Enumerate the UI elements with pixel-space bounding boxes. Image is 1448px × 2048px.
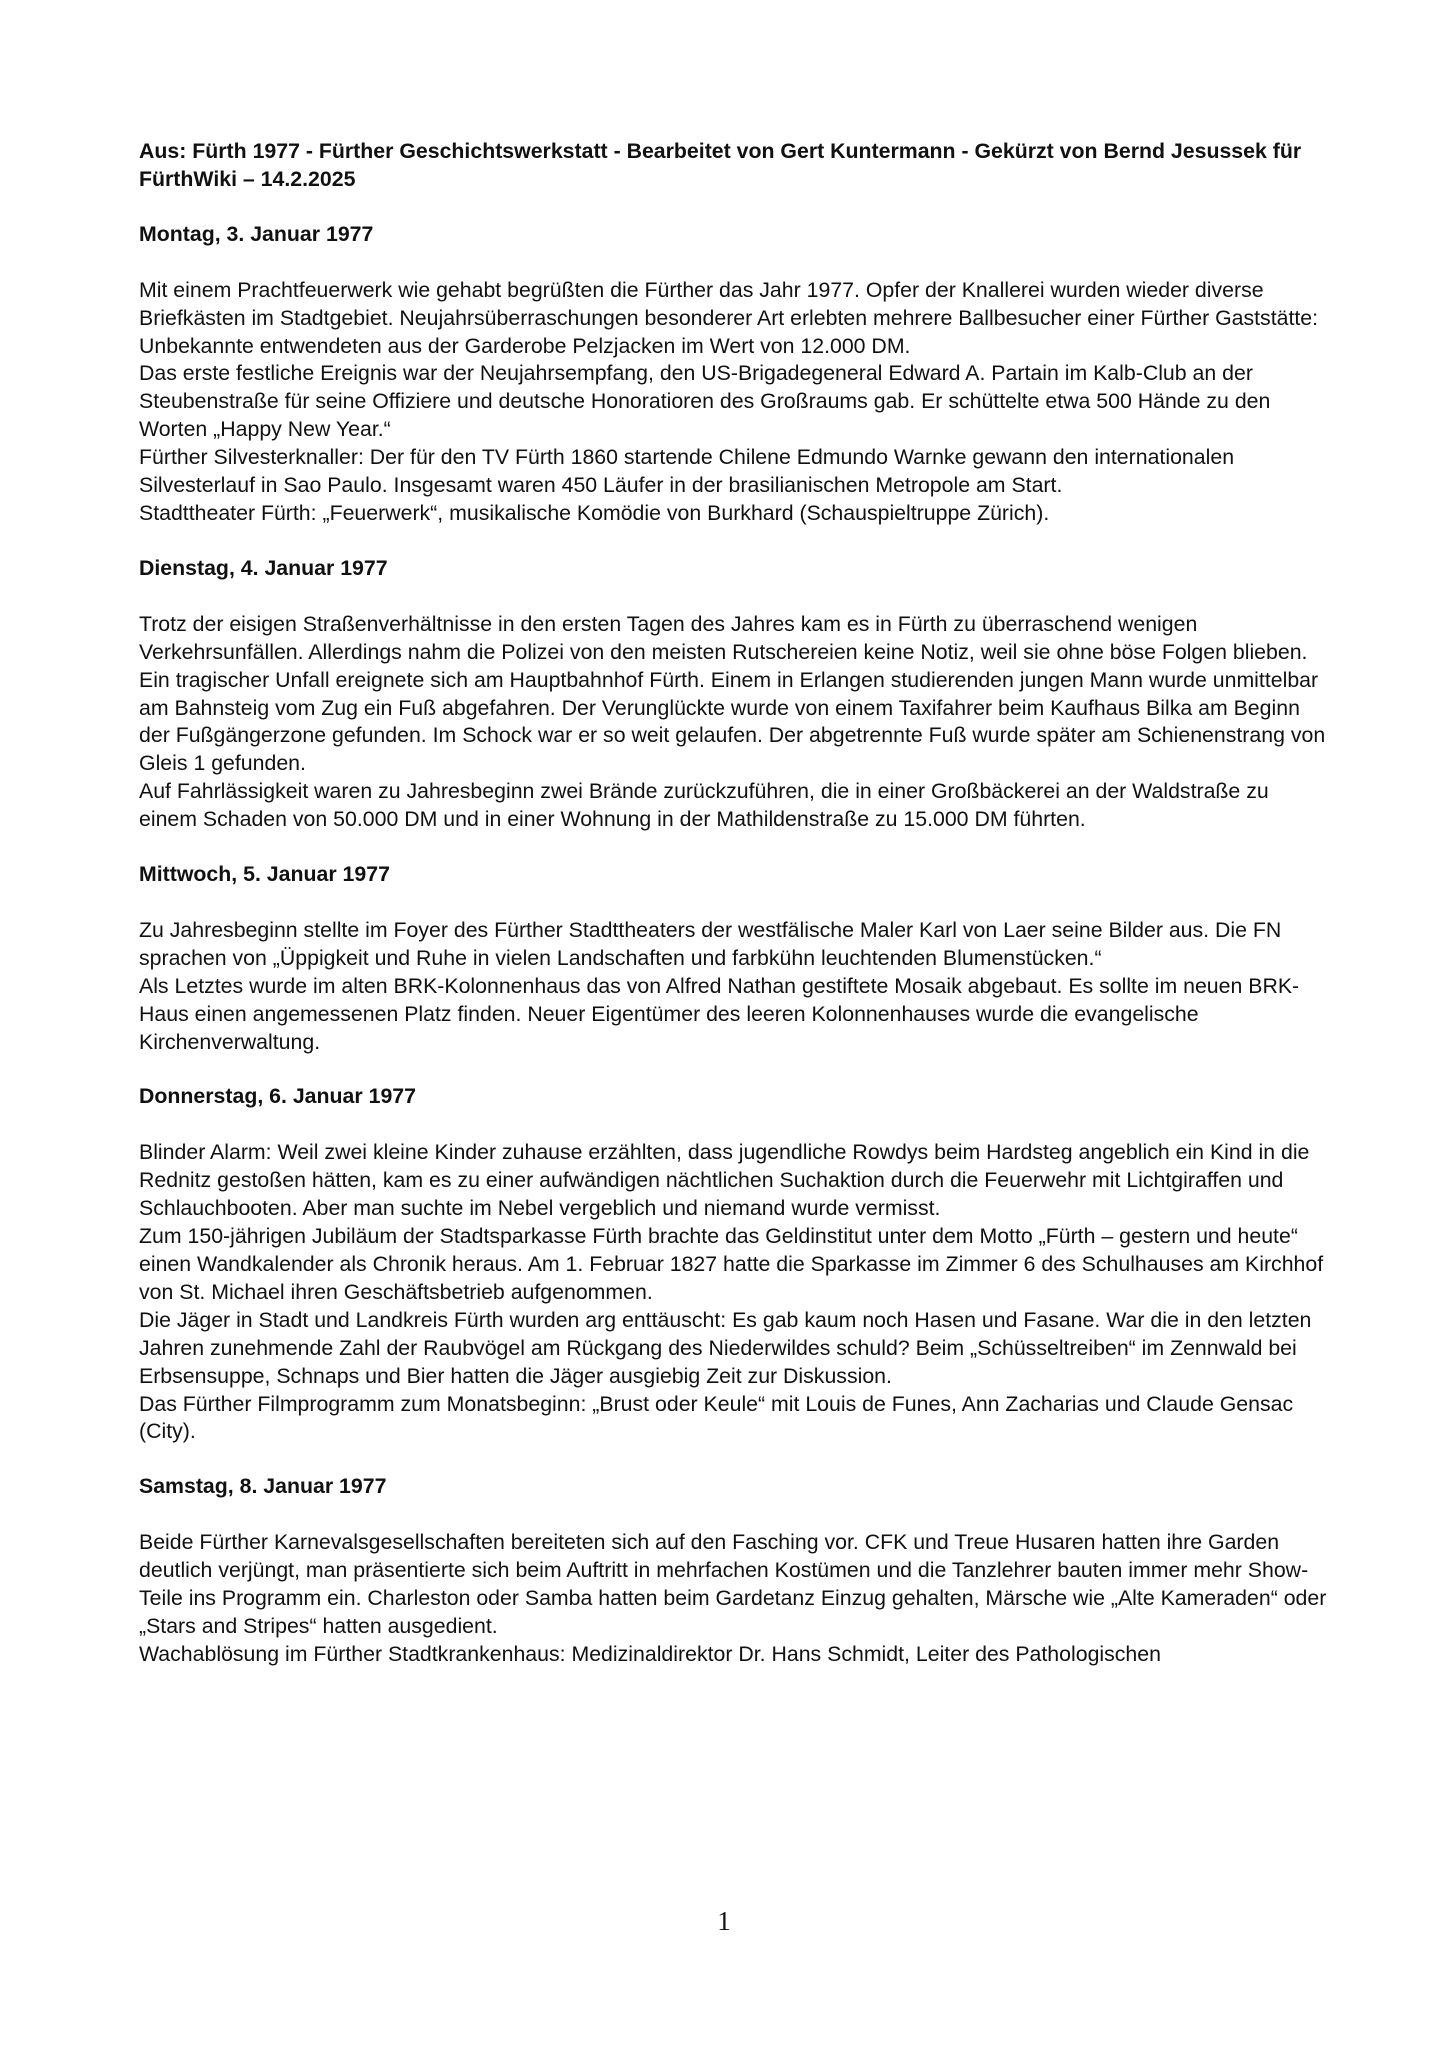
page-number: 1 bbox=[717, 1906, 731, 1936]
document-body bbox=[139, 138, 1329, 1669]
document-header: Aus: Fürth 1977 - Fürther Geschichtswerkstatt - Bearbeitet von Gert Kuntermann - Gekürzt von Bernd Jesussek für FürthWiki – 14.2.2025 bbox=[139, 139, 1302, 191]
paragraph: Stadttheater Fürth: „Feuerwerk“, musikalische Komödie von Burkhard (Schauspieltruppe Zürich). bbox=[139, 500, 1050, 525]
day-entries bbox=[139, 277, 1329, 528]
paragraph: Das Fürther Filmprogramm zum Monatsbeginn: „Brust oder Keule“ mit Louis de Funes, Ann Zacharias und Claude Gensac (City). bbox=[139, 1391, 1294, 1444]
day-entries bbox=[139, 611, 1329, 834]
paragraph: Blinder Alarm: Weil zwei kleine Kinder zuhause erzählten, dass jugendliche Rowdys beim Hardsteg angeblich ein Kind in die Rednitz gestoßen hätten, kam es zu einer aufwändigen nächtlichen Suchaktion durch die Feuerwehr mit Lichtgiraffen und Schlauchbooten. Aber man suchte im Nebel vergeblich und niemand wurde vermisst. bbox=[139, 1140, 1310, 1221]
paragraph: Wachablösung im Fürther Stadtkrankenhaus: Medizinaldirektor Dr. Hans Schmidt, Leiter des Pathologischen bbox=[139, 1641, 1161, 1666]
paragraph: Als Letztes wurde im alten BRK-Kolonnenhaus das von Alfred Nathan gestiftete Mosaik abgebaut. Es sollte im neuen BRK-Haus einen angemessenen Platz finden. Neuer Eigentümer des leeren Kolonnenhauses wurde die evangelische Kirchenverwaltung. bbox=[139, 973, 1300, 1054]
paragraph: Mit einem Prachtfeuerwerk wie gehabt begrüßten die Fürther das Jahr 1977. Opfer der Knallerei wurden wieder diverse Briefkästen im Stadtgebiet. Neujahrsüberraschungen besonderer Art erlebten mehrere Ballbesucher einer Fürther Gaststätte: Unbekannte entwendeten aus der Garderobe Pelzjacken im Wert von 12.000 DM. bbox=[139, 277, 1319, 358]
paragraph: Zum 150-jährigen Jubiläum der Stadtsparkasse Fürth brachte das Geldinstitut unter dem Motto „Fürth – gestern und heute“ einen Wandkalender als Chronik heraus. Am 1. Februar 1827 hatte die Sparkasse im Zimmer 6 des Schulhauses am Kirchhof von St. Michael ihren Geschäftsbetrieb aufgenommen. bbox=[139, 1224, 1324, 1304]
paragraph: Beide Fürther Karnevalsgesellschaften bereiteten sich auf den Fasching vor. CFK und Treue Husaren hatten ihre Garden deutlich verjüngt, man präsentierte sich beim Auftritt in mehrfachen Kostümen und die Tanzlehrer bauten immer mehr Show-Teile ins Programm ein. Charleston oder Samba hatten beim Gardetanz Einzug gehalten, Märsche wie „Alte Kameraden“ oder „Stars and Stripes“ hatten ausgedient. bbox=[139, 1530, 1327, 1638]
day-heading: Donnerstag, 6. Januar 1977 bbox=[139, 1084, 416, 1109]
paragraph: Zu Jahresbeginn stellte im Foyer des Fürther Stadttheaters der westfälische Maler Karl von Laer seine Bilder aus. Die FN sprachen von „Üppigkeit und Ruhe in vielen Landschaften und farbkühn leuchtenden Blumenstücken.“ bbox=[139, 917, 1282, 970]
paragraph: Auf Fahrlässigkeit waren zu Jahresbeginn zwei Brände zurückzuführen, die in einer Großbäckerei an der Waldstraße zu einem Schaden von 50.000 DM und in einer Wohnung in der Mathildenstraße zu 15.000 DM führten. bbox=[139, 779, 1269, 832]
paragraph: Die Jäger in Stadt und Landkreis Fürth wurden arg enttäuscht: Es gab kaum noch Hasen und Fasane. War die in den letzten Jahren zunehmende Zahl der Raubvögel am Rückgang des Niederwildes schuld? Beim „Schüsseltreiben“ im Zennwald bei Erbsensuppe, Schnaps und Bier hatten die Jäger ausgiebig Zeit zur Diskussion. bbox=[139, 1307, 1312, 1388]
paragraph: Fürther Silvesterknaller: Der für den TV Fürth 1860 startende Chilene Edmundo Warnke gewann den internationalen Silvesterlauf in Sao Paulo. Insgesamt waren 450 Läufer in der brasilianischen Metropole am Start. bbox=[139, 445, 1235, 498]
day-entries bbox=[139, 1529, 1329, 1669]
day-entries bbox=[139, 917, 1329, 1057]
day-heading: Samstag, 8. Januar 1977 bbox=[139, 1474, 387, 1499]
paragraph: Ein tragischer Unfall ereignete sich am Hauptbahnhof Fürth. Einem in Erlangen studierenden jungen Mann wurde unmittelbar am Bahnsteig vom Zug ein Fuß abgefahren. Der Verunglückte wurde von einem Taxifahrer beim Kaufhaus Bilka am Beginn der Fußgängerzone gefunden. Im Schock war er so weit gelaufen. Der abgetrennte Fuß wurde später am Schienenstrang von Gleis 1 gefunden. bbox=[139, 667, 1326, 776]
day-heading: Mittwoch, 5. Januar 1977 bbox=[139, 862, 390, 887]
day-heading: Montag, 3. Januar 1977 bbox=[139, 221, 374, 246]
day-heading: Dienstag, 4. Januar 1977 bbox=[139, 555, 388, 580]
paragraph: Das erste festliche Ereignis war der Neujahrsempfang, den US-Brigadegeneral Edward A. Partain im Kalb-Club an der Steubenstraße für seine Offiziere und deutsche Honoratioren des Großraums gab. Er schüttelte etwa 500 Hände zu den Worten „Happy New Year.“ bbox=[139, 361, 1271, 442]
day-entries bbox=[139, 1139, 1329, 1446]
paragraph: Trotz der eisigen Straßenverhältnisse in den ersten Tagen des Jahres kam es in Fürth zu überraschend wenigen Verkehrsunfällen. Allerdings nahm die Polizei von den meisten Rutschereien keine Notiz, weil sie ohne böse Folgen blieben. bbox=[139, 611, 1308, 664]
